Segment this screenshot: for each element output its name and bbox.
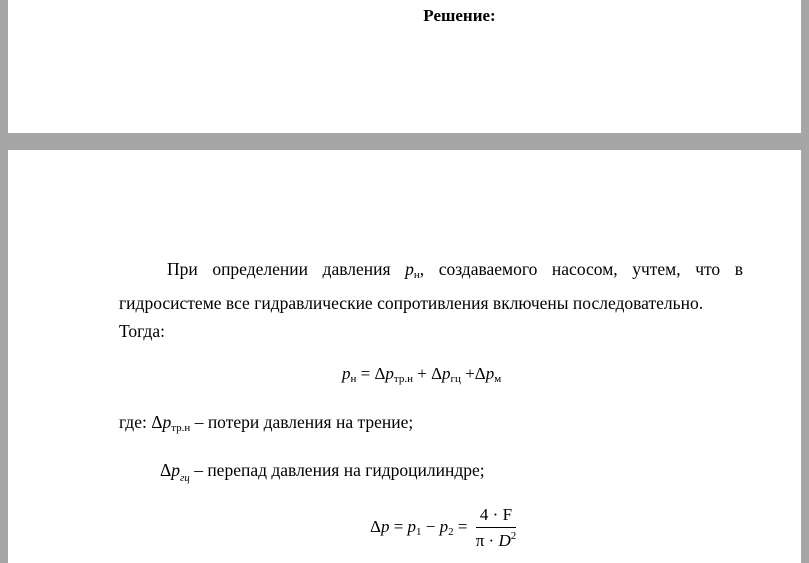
intro-line-3: Тогда: xyxy=(119,321,165,341)
intro-line-2: гидросистеме все гидравлические сопротивления включены последовательно. xyxy=(119,293,704,313)
fraction-denominator: $\pi \cdot D^2$ xyxy=(475,530,517,550)
cylinder-drop-line: $\Delta p_{гц}$ – перепад давления на гидроцилиндре; xyxy=(160,460,485,484)
var-p: p xyxy=(405,259,414,279)
document-page-top xyxy=(8,0,801,133)
equation-delta-p: $\Delta p = p_1 - p_2$ = $\frac{4 \cdot F}{\pi \cdot D^2}$ xyxy=(370,505,517,550)
equation-pressure-sum: $p_н = \Delta p_{тр.н} + \Delta p_{гц} +\Delta p_м$ xyxy=(342,364,502,385)
intro-line-1: При определении давления $p_н$, создаваемого насосом, учтем, что в xyxy=(167,259,743,281)
solution-heading: Решение: xyxy=(423,6,496,25)
where-friction-line: где: $\Delta p_{тр.н}$ – потери давления на трение; xyxy=(119,412,414,434)
intro-paragraph xyxy=(119,255,743,345)
document-page-main xyxy=(8,150,801,563)
fraction-numerator: 4 · F xyxy=(476,505,517,528)
fraction xyxy=(476,505,517,551)
